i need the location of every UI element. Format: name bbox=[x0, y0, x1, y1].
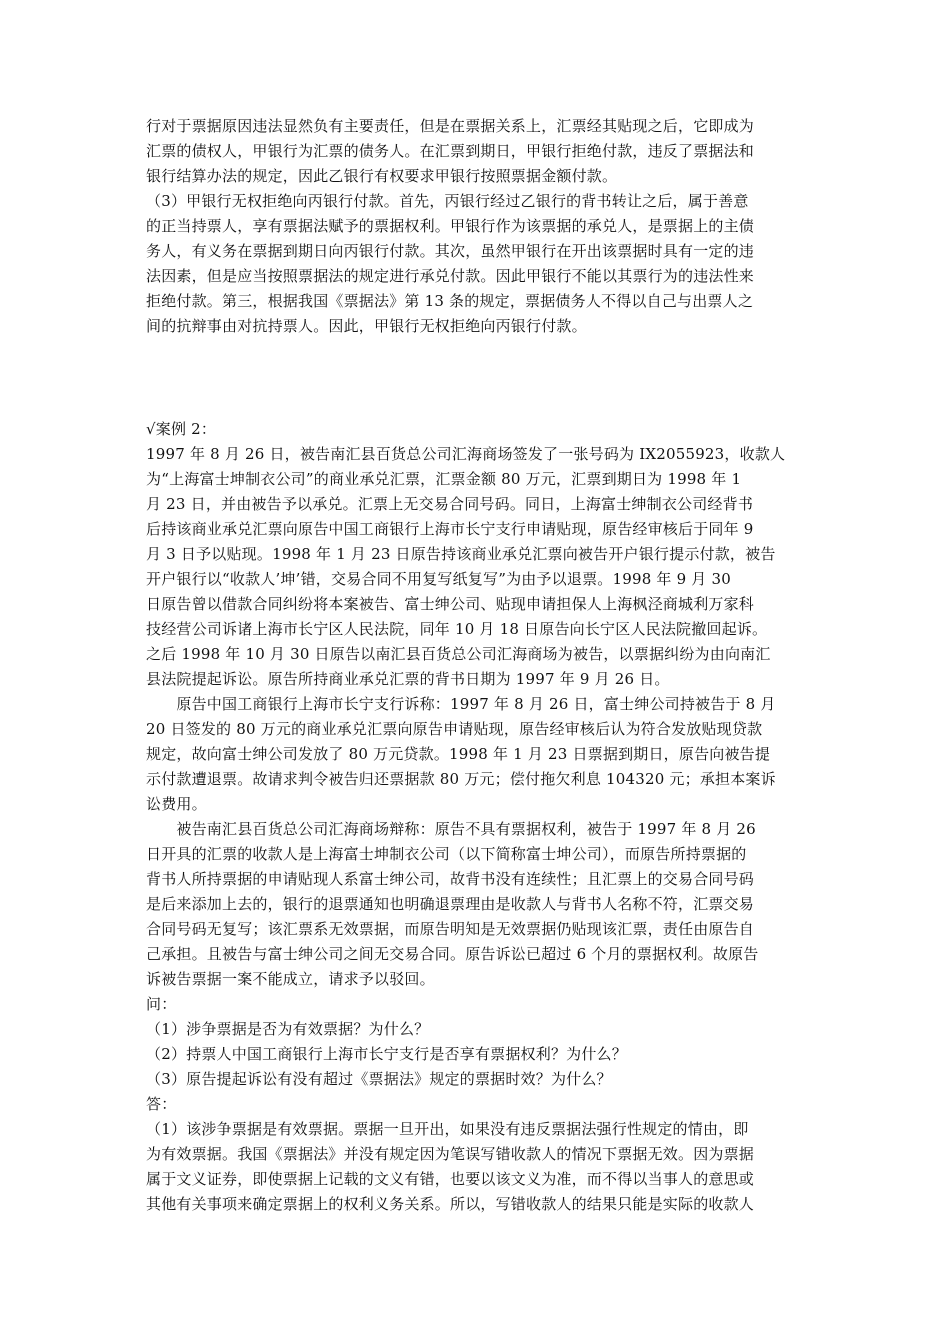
text-line: 开户银行以“收款人’坤’错，交易合同不用复写纸复写”为由予以退票。1998 年 9 月 30 bbox=[146, 570, 731, 588]
text-line: 为有效票据。我国《票据法》并没有规定因为笔误写错收款人的情况下票据无效。因为票据 bbox=[146, 1145, 755, 1163]
text-line: 背书人所持票据的申请贴现人系富士绅公司，故背书没有连续性；且汇票上的交易合同号码 bbox=[146, 870, 755, 888]
text-line: 行对于票据原因违法显然负有主要责任，但是在票据关系上，汇票经其贴现之后，它即成为 bbox=[146, 117, 755, 135]
text-line: 拒绝付款。第三，根据我国《票据法》第 13 条的规定，票据债务人不得以自己与出票人之 bbox=[146, 292, 754, 310]
text-line: 原告中国工商银行上海市长宁支行诉称：1997 年 8 月 26 日，富士绅公司持被告于 8 月 bbox=[146, 695, 776, 713]
document-page bbox=[146, 114, 810, 1217]
case1-answer-continuation bbox=[146, 114, 810, 339]
text-line: （3）甲银行无权拒绝向丙银行付款。首先，丙银行经过乙银行的背书转让之后，属于善意 bbox=[146, 192, 749, 210]
text-line: 月 23 日，并由被告予以承兑。汇票上无交易合同号码。同日，上海富士绅制衣公司经背书 bbox=[146, 495, 754, 513]
text-line: 银行结算办法的规定，因此乙银行有权要求甲银行按照票据金额付款。 bbox=[146, 167, 618, 185]
text-line: 的正当持票人，享有票据法赋予的票据权利。甲银行作为该票据的承兑人，是票据上的主债 bbox=[146, 217, 755, 235]
text-line: 20 日签发的 80 万元的商业承兑汇票向原告申请贴现，原告经审核后认为符合发放贴现贷款 bbox=[146, 720, 763, 738]
text-line: 法因素，但是应当按照票据法的规定进行承兑付款。因此甲银行不能以其票行为的违法性来 bbox=[146, 267, 755, 285]
text-line: 日原告曾以借款合同纠纷将本案被告、富士绅公司、贴现申请担保人上海枫泾商城利万家科 bbox=[146, 595, 755, 613]
text-line: 务人，有义务在票据到期日向丙银行付款。其次，虽然甲银行在开出该票据时具有一定的违 bbox=[146, 242, 755, 260]
question-item: （3）原告提起诉讼有没有超过《票据法》规定的票据时效？为什么？ bbox=[146, 1070, 612, 1088]
text-line: 间的抗辩事由对抗持票人。因此，甲银行无权拒绝向丙银行付款。 bbox=[146, 317, 587, 335]
case-heading: √案例 2： bbox=[146, 420, 217, 438]
text-line: 1997 年 8 月 26 日，被告南汇县百货总公司汇海商场签发了一张号码为 IX2055923，收款人 bbox=[146, 445, 786, 463]
question-item: （2）持票人中国工商银行上海市长宁支行是否享有票据权利？为什么？ bbox=[146, 1045, 627, 1063]
text-line: 为“上海富士坤制衣公司”的商业承兑汇票，汇票金额 80 万元，汇票到期日为 1998 年 1 bbox=[146, 470, 742, 488]
text-line: 己承担。且被告与富士绅公司之间无交易合同。原告诉讼已超过 6 个月的票据权利。故原告 bbox=[146, 945, 759, 963]
question-item: （1）涉争票据是否为有效票据？为什么？ bbox=[146, 1020, 430, 1038]
text-line: 规定，故向富士绅公司发放了 80 万元贷款。1998 年 1 月 23 日票据到期日，原告向被告提 bbox=[146, 745, 771, 763]
text-line: 后持该商业承兑汇票向原告中国工商银行上海市长宁支行申请贴现，原告经审核后于同年 9 bbox=[146, 520, 754, 538]
text-line: 其他有关事项来确定票据上的权利义务关系。所以，写错收款人的结果只能是实际的收款人 bbox=[146, 1195, 755, 1213]
text-line: 县法院提起诉讼。原告所持商业承兑汇票的背书日期为 1997 年 9 月 26 日。 bbox=[146, 670, 670, 688]
text-line: 之后 1998 年 10 月 30 日原告以南汇县百货总公司汇海商场为被告，以票据纠纷为由向南汇 bbox=[146, 645, 771, 663]
text-line: 诉被告票据一案不能成立，请求予以驳回。 bbox=[146, 970, 435, 988]
text-line: （1）该涉争票据是有效票据。票据一旦开出，如果没有违反票据法强行性规定的情由，即 bbox=[146, 1120, 749, 1138]
text-line: 日开具的汇票的收款人是上海富士坤制衣公司（以下简称富士坤公司），而原告所持票据的 bbox=[146, 845, 747, 863]
text-line: 月 3 日予以贴现。1998 年 1 月 23 日原告持该商业承兑汇票向被告开户银行提示付款，被告 bbox=[146, 545, 776, 563]
answer-heading: 答： bbox=[146, 1095, 177, 1113]
text-line: 被告南汇县百货总公司汇海商场辩称：原告不具有票据权利，被告于 1997 年 8 月 26 bbox=[146, 820, 756, 838]
text-line: 是后来添加上去的，银行的退票通知也明确退票理由是收款人与背书人名称不符，汇票交易 bbox=[146, 895, 755, 913]
text-line: 汇票的债权人，甲银行为汇票的债务人。在汇票到期日，甲银行拒绝付款，违反了票据法和 bbox=[146, 142, 755, 160]
question-heading: 问： bbox=[146, 995, 177, 1013]
case2-section bbox=[146, 417, 810, 1217]
text-line: 讼费用。 bbox=[146, 795, 207, 813]
text-line: 合同号码无复写；该汇票系无效票据，而原告明知是无效票据仍贴现该汇票，责任由原告自 bbox=[146, 920, 755, 938]
text-line: 示付款遭退票。故请求判令被告归还票据款 80 万元；偿付拖欠利息 104320 元；承担本案诉 bbox=[146, 770, 776, 788]
text-line: 技经营公司诉诸上海市长宁区人民法院，同年 10 月 18 日原告向长宁区人民法院撤回起诉。 bbox=[146, 620, 768, 638]
section-spacer bbox=[146, 339, 810, 417]
text-line: 属于文义证券，即使票据上记载的文义有错，也要以该文义为准，而不得以当事人的意思或 bbox=[146, 1170, 755, 1188]
